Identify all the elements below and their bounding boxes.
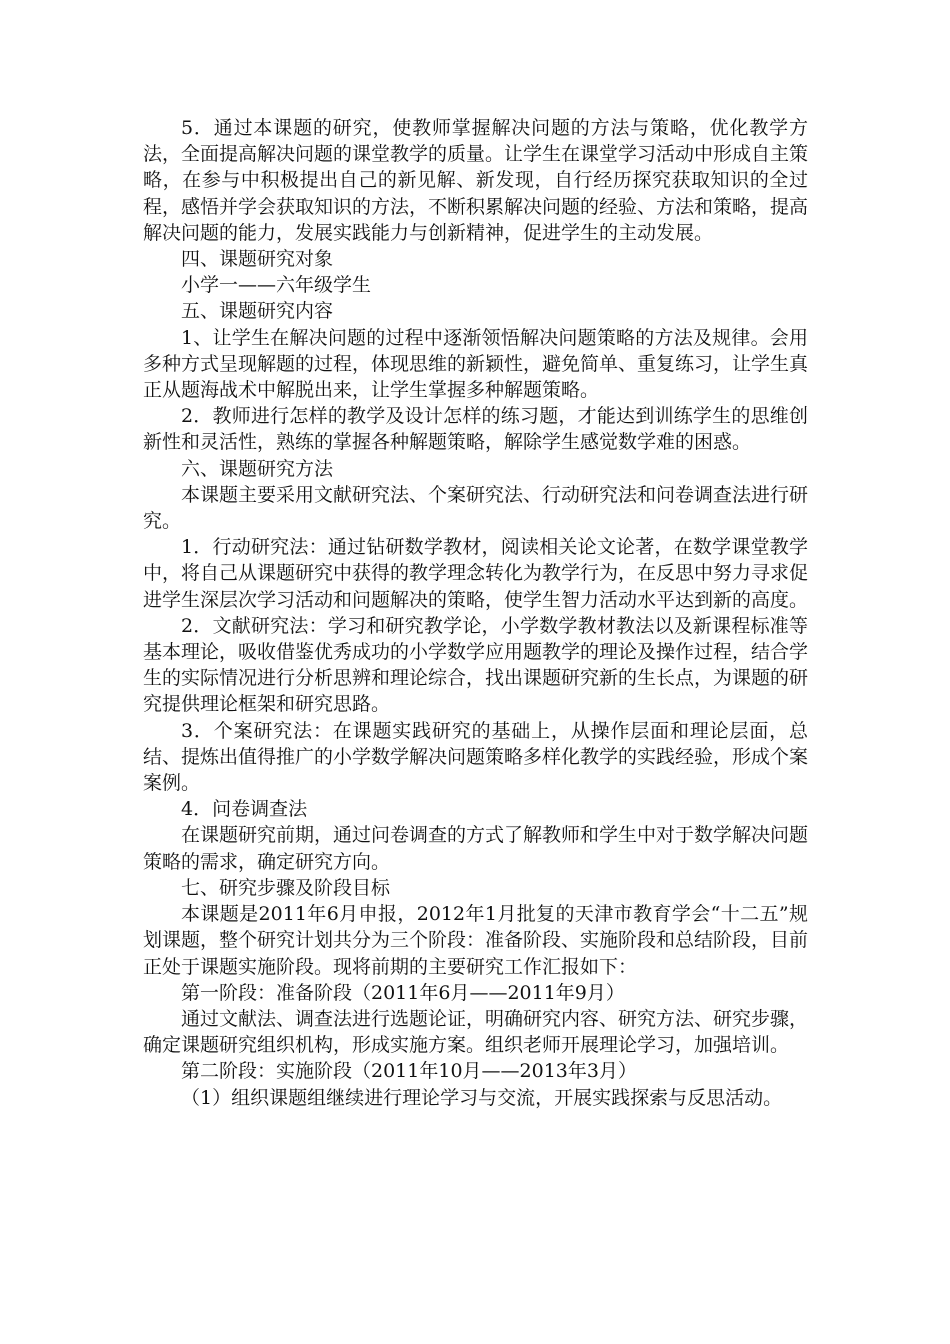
- heading-research-steps: 七、研究步骤及阶段目标: [181, 876, 391, 899]
- paragraph-method-survey-title: 4．问卷调查法: [181, 798, 308, 821]
- paragraph-stage-2-title: 第二阶段：实施阶段（2011年10月——2013年3月）: [181, 1060, 637, 1083]
- document-body: [143, 115, 808, 1111]
- paragraph-stage-1: 通过文献法、调查法进行选题论证，明确研究内容、研究方法、研究步骤，确定课题研究组织机构，形成实施方案。组织老师开展理论学习，加强培训。: [143, 1007, 809, 1057]
- paragraph-steps-intro: 本课题是2011年6月申报，2012年1月批复的天津市教育学会“十二五”规划课题，整个研究计划共分为三个阶段：准备阶段、实施阶段和总结阶段，目前正处于课题实施阶段。现将前期的主要研究工作汇报如下：: [143, 903, 809, 978]
- heading-research-content: 五、课题研究内容: [181, 300, 334, 323]
- paragraph-stage-2-item-1: （1）组织课题组继续进行理论学习与交流，开展实践探索与反思活动。: [181, 1086, 783, 1109]
- heading-research-subjects: 四、课题研究对象: [181, 248, 334, 271]
- paragraph-goal-5: 5．通过本课题的研究，使教师掌握解决问题的方法与策略，优化教学方法，全面提高解决问题的课堂教学的质量。让学生在课堂学习活动中形成自主策略，在参与中积极提出自己的新见解、新发现，自行经历探究获取知识的全过程，感悟并学会获取知识的方法，不断积累解决问题的经验、方法和策略，提高解决问题的能力，发展实践能力与创新精神，促进学生的主动发展。: [143, 117, 809, 244]
- paragraph-content-2: 2．教师进行怎样的教学及设计怎样的练习题，才能达到训练学生的思维创新性和灵活性，熟练的掌握各种解题策略，解除学生感觉数学难的困惑。: [143, 405, 808, 454]
- paragraph-method-literature: 2．文献研究法：学习和研究教学论，小学数学教材教法以及新课程标准等基本理论，吸收借鉴优秀成功的小学数学应用题教学的理论及操作过程，结合学生的实际情况进行分析思辨和理论综合，找出课题研究新的生长点，为课题的研究提供理论框架和研究思路。: [143, 614, 809, 716]
- paragraph-method-action: 1．行动研究法：通过钻研数学教材，阅读相关论文论著，在数学课堂教学中，将自己从课题研究中获得的教学理念转化为教学行为，在反思中努力寻求促进学生深层次学习活动和问题解决的策略，使学生智力活动水平达到新的高度。: [143, 536, 809, 611]
- paragraph-content-1: 1、让学生在解决问题的过程中逐渐领悟解决问题策略的方法及规律。会用多种方式呈现解题的过程，体现思维的新颖性，避免简单、重复练习，让学生真正从题海战术中解脱出来，让学生掌握多种解题策略。: [143, 326, 809, 402]
- heading-research-methods: 六、课题研究方法: [181, 457, 334, 480]
- paragraph-subjects: 小学一——六年级学生: [181, 274, 372, 297]
- paragraph-method-survey: 在课题研究前期，通过问卷调查的方式了解教师和学生中对于数学解决问题策略的需求，确定研究方向。: [143, 824, 809, 873]
- paragraph-stage-1-title: 第一阶段：准备阶段（2011年6月——2011年9月）: [181, 981, 625, 1004]
- paragraph-methods-intro: 本课题主要采用文献研究法、个案研究法、行动研究法和问卷调查法进行研究。: [143, 483, 809, 533]
- paragraph-method-case: 3．个案研究法：在课题实践研究的基础上，从操作层面和理论层面，总结、提炼出值得推广的小学数学解决问题策略多样化教学的实践经验，形成个案案例。: [143, 719, 809, 795]
